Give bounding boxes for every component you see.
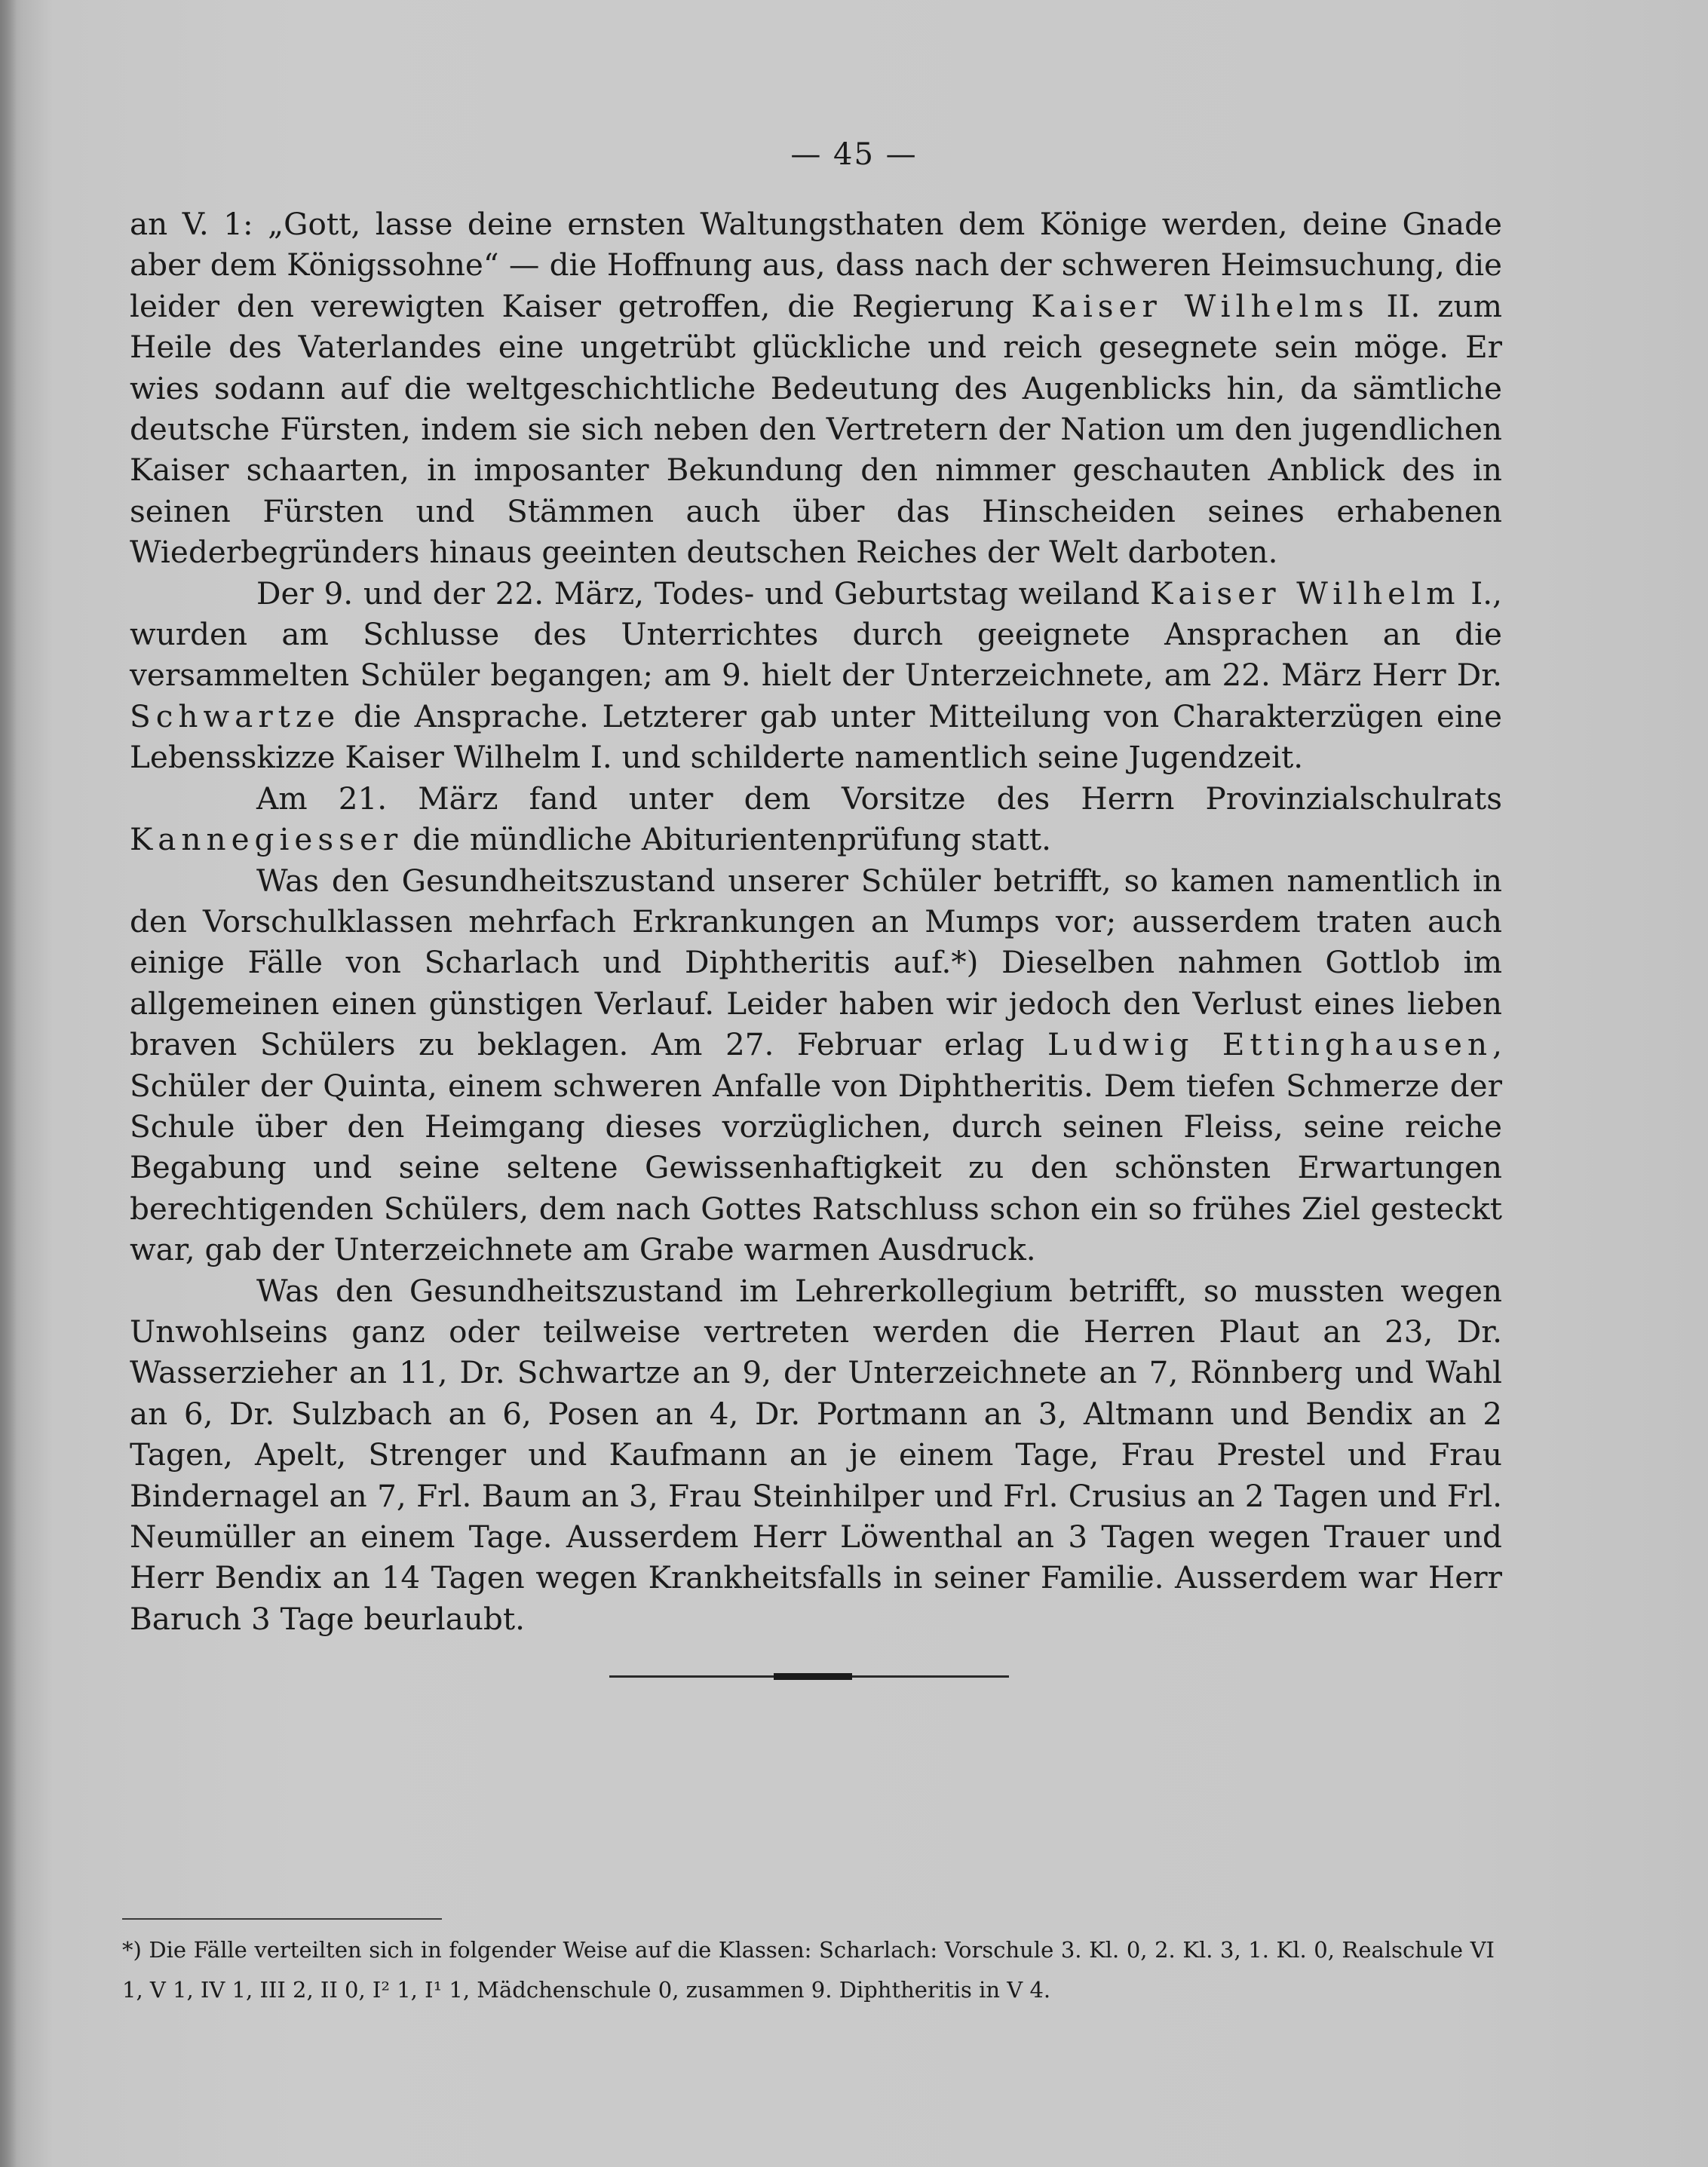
text-run: an V. 1: „Gott, lasse deine ernsten Waltungsthaten dem Könige werden, deine Gnade aber dem Königssohne“ — die Hoffnung aus, dass nach der schweren Heimsuchung, die leider den verewigten Kaiser getroffen, die Regierung (130, 206, 1502, 324)
spaced-name: Kaiser Wilhelms (1031, 287, 1369, 324)
spaced-name: Ludwig Ettinghausen (1047, 1026, 1493, 1063)
paragraph (130, 778, 1502, 860)
section-divider-center (774, 1673, 852, 1680)
footnote-rule (122, 1918, 442, 1920)
spaced-name: Schwartze (130, 697, 341, 734)
text-run: Der 9. und der 22. März, Todes- und Geburtstag weiland (256, 575, 1151, 611)
binding-shadow (0, 0, 17, 2167)
text-run: II. zum Heile des Vaterlandes eine ungetrübt glückliche und reich gesegnete sein möge. Er wies sodann auf die weltgeschichtliche Bedeutung des Augenblicks hin, da sämtliche deutsche Fürsten, indem sie sich neben den Vertretern der Nation um den jugendlichen Kaiser schaarten, in imposanter Bekundung den nimmer geschauten Anblick des in seinen Fürsten und Stämmen auch über das Hinscheiden seines erhabenen Wiederbegründers hinaus geeinten deutschen Reiches der Welt darboten. (130, 287, 1502, 571)
footnote: *) Die Fälle verteilten sich in folgender Weise auf die Klassen: Scharlach: Vorschule 3. Kl. 0, 2. Kl. 3, 1. Kl. 0, Realschule VI 1, V 1, IV 1, III 2, II 0, I² 1, I¹ 1, Mädchenschule 0, zusammen 9. Diphtheritis in V 4. (122, 1937, 1495, 2003)
text-run: Was den Gesundheitszustand unserer Schüler betrifft, so kamen namentlich in den Vorschulklassen mehrfach Erkrankungen an Mumps vor; ausserdem traten auch einige Fälle von Scharlach und Diphtheritis auf.*) Dieselben nahmen Gottlob im allgemeinen einen günstigen Verlauf. Leider haben wir jedoch den Verlust eines lieben braven Schülers zu beklagen. Am 27. Februar erlag (130, 862, 1502, 1063)
text-run: I., wurden am Schlusse des Unterrichtes durch geeignete Ansprachen an die versammelten Schüler begangen; am 9. hielt der Unterzeichnete, am 22. März Herr Dr. (130, 575, 1502, 694)
page-number: — 45 — (790, 137, 918, 172)
paragraph (130, 860, 1502, 1270)
text-run: Was den Gesundheitszustand im Lehrerkollegium betrifft, so mussten wegen Unwohlseins ganz oder teilweise vertreten werden die Herren Plaut an 23, Dr. Wasserzieher an 11, Dr. Schwartze an 9, der Unterzeichnete an 7, Rönnberg und Wahl an 6, Dr. Sulzbach an 6, Posen an 4, Dr. Portmann an 3, Altmann und Bendix an 2 Tagen, Apelt, Strenger und Kaufmann an je einem Tage, Frau Prestel und Frau Bindernagel an 7, Frl. Baum an 3, Frau Steinhilper und Frl. Crusius an 2 Tagen und Frl. Neumüller an einem Tage. Ausserdem Herr Löwenthal an 3 Tagen wegen Trauer und Herr Bendix an 14 Tagen wegen Krankheitsfalls in seiner Familie. Ausserdem war Herr Baruch 3 Tage beurlaubt. (130, 1272, 1502, 1637)
text-run: die mündliche Abiturientenprüfung statt. (403, 821, 1052, 858)
paragraph (130, 1270, 1502, 1640)
paragraph (130, 573, 1502, 778)
text-run: Am 21. März fand unter dem Vorsitze des Herrn Provinzialschulrats (256, 780, 1502, 817)
text-run: , Schüler der Quinta, einem schweren Anfalle von Diphtheritis. Dem tiefen Schmerze der Schule über den Heimgang dieses vorzüglichen, durch seinen Fleiss, seine reiche Begabung und seine seltene Gewissenhaftigkeit zu den schönsten Erwartungen berechtigenden Schülers, dem nach Gottes Ratschluss schon ein so frühes Ziel gesteckt war, gab der Unterzeichnete am Grabe warmen Ausdruck. (130, 1026, 1502, 1268)
body-text (130, 204, 1502, 1639)
paragraph (130, 204, 1502, 573)
spaced-name: Kaiser Wilhelm (1150, 575, 1461, 611)
text-run: die Ansprache. Letzterer gab unter Mitteilung von Charakterzügen eine Lebensskizze Kaiser Wilhelm I. und schilderte namentlich seine Jugendzeit. (130, 697, 1502, 776)
spaced-name: Kannegiesser (130, 821, 403, 858)
